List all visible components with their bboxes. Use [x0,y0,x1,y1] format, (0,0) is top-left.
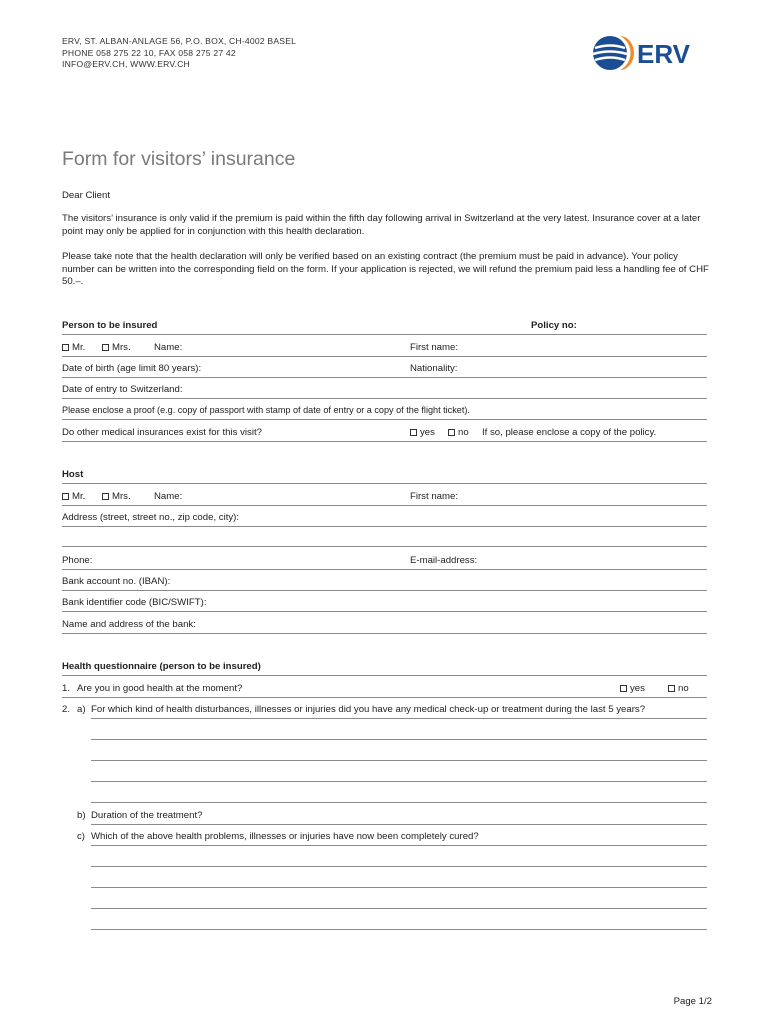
host-name-field[interactable]: Name: [154,491,183,502]
host-bank-name-field[interactable]: Name and address of the bank: [62,619,196,630]
rule [62,334,707,335]
host-address-field[interactable]: Address (street, street no., zip code, city): [62,512,240,523]
host-mr-checkbox[interactable]: Mr. [62,491,85,502]
checkbox-icon [62,344,69,351]
erv-logo-icon [590,33,712,73]
q2b-letter: b) [77,810,86,821]
q1-yes-checkbox[interactable]: yes [620,683,645,694]
rule [62,546,707,547]
health-heading: Health questionnaire (person to be insured) [62,661,261,672]
host-bic-field[interactable]: Bank identifier code (BIC/SWIFT): [62,597,207,608]
rule [62,356,707,357]
host-mrs-checkbox[interactable]: Mrs. [102,491,131,502]
q1-number: 1. [62,683,71,694]
page-number: Page 1/2 [673,996,712,1007]
checkbox-icon [448,429,455,436]
rule [62,377,707,378]
checkbox-icon [102,344,109,351]
q2b-question: Duration of the treatment? [91,810,203,821]
erv-logo [590,33,712,73]
insured-heading: Person to be insured [62,320,158,331]
host-heading: Host [62,469,84,480]
rule [62,633,707,634]
q2c-question: Which of the above health problems, illnesses or injuries have now been completely cured? [91,831,479,842]
other-insurance-question: Do other medical insurances exist for this visit? [62,427,262,438]
rule [62,505,707,506]
q2-number: 2. [62,704,71,715]
answer-line[interactable] [91,845,707,846]
answer-line[interactable] [91,781,707,782]
q1-question: Are you in good health at the moment? [77,683,243,694]
insured-first-name-field[interactable]: First name: [410,342,458,353]
q2c-letter: c) [77,831,85,842]
other-insurance-yes-checkbox[interactable]: yes [410,427,435,438]
checkbox-icon [620,685,627,692]
rule [62,569,707,570]
answer-line[interactable] [91,718,707,719]
policy-no-label: Policy no: [531,320,577,331]
host-phone-field[interactable]: Phone: [62,555,93,566]
insured-nationality-field[interactable]: Nationality: [410,363,458,374]
insured-mrs-checkbox[interactable]: Mrs. [102,342,131,353]
page-title: Form for visitors’ insurance [62,148,296,170]
answer-line[interactable] [91,739,707,740]
answer-line[interactable] [91,824,707,825]
rule [62,526,707,527]
insured-name-field[interactable]: Name: [154,342,183,353]
proof-note: Please enclose a proof (e.g. copy of passport with stamp of date of entry or a copy of the flight ticket). [62,405,470,415]
phone-fax-line: PHONE 058 275 22 10, FAX 058 275 27 42 [62,47,236,58]
answer-line[interactable] [91,760,707,761]
answer-line[interactable] [91,887,707,888]
email-web-line: INFO@ERV.CH, WWW.ERV.CH [62,59,190,70]
logo-text: ERV [637,39,690,69]
intro-paragraph-1: The visitors’ insurance is only valid if the premium is paid within the fifth day following arrival in Switzerland at the very latest. Insurance cover at a later point may only be applied for in conjunction with this health declaration. [62,213,701,237]
checkbox-icon [668,685,675,692]
rule [62,419,707,420]
company-address [62,36,296,71]
answer-line[interactable] [91,866,707,867]
rule [62,441,707,442]
insured-dob-field[interactable]: Date of birth (age limit 80 years): [62,363,202,374]
host-iban-field[interactable]: Bank account no. (IBAN): [62,576,171,587]
rule [62,675,707,676]
answer-line[interactable] [91,802,707,803]
host-first-name-field[interactable]: First name: [410,491,458,502]
rule [62,398,707,399]
insured-mr-checkbox[interactable]: Mr. [62,342,85,353]
intro-paragraph-2: Please take note that the health declaration will only be verified based on an existing contract (the premium must be paid in advance). Your policy number can be written into the corresponding field on the form. If your application is rejected, we will refund the premium paid less a handling fee of CHF 50.–. [62,251,709,288]
greeting: Dear Client [62,190,110,201]
host-email-field[interactable]: E-mail-address: [410,555,478,566]
entry-date-field[interactable]: Date of entry to Switzerland: [62,384,183,395]
checkbox-icon [410,429,417,436]
checkbox-icon [62,493,69,500]
q2a-question: For which kind of health disturbances, illnesses or injuries did you have any medical check-up or treatment during the last 5 years? [91,704,646,715]
q1-no-checkbox[interactable]: no [668,683,689,694]
rule [62,611,707,612]
other-insurance-no-checkbox[interactable]: no [448,427,469,438]
rule [62,483,707,484]
answer-line[interactable] [91,929,707,930]
checkbox-icon [102,493,109,500]
rule [62,590,707,591]
answer-line[interactable] [91,908,707,909]
address-line: ERV, ST. ALBAN-ANLAGE 56, P.O. BOX, CH-4002 BASEL [62,36,297,46]
q2a-letter: a) [77,704,86,715]
enclose-policy-note: If so, please enclose a copy of the policy. [482,427,657,438]
rule [62,697,707,698]
